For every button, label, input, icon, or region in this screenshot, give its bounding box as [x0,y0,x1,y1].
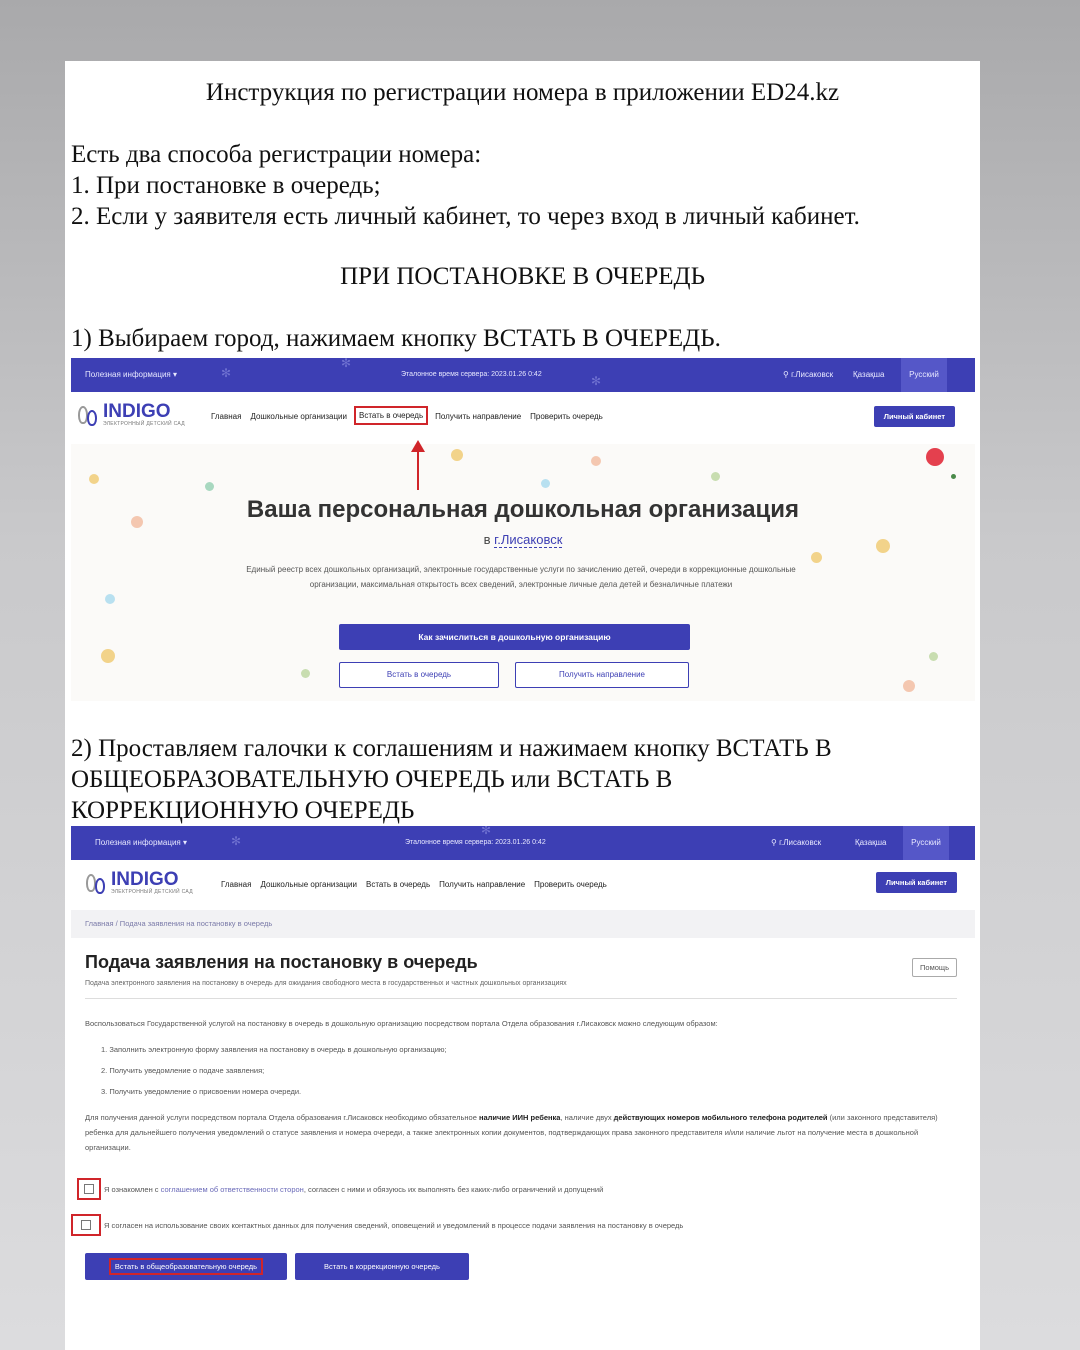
step-item: 1. Заполнить электронную форму заявления на постановку в очередь в дошкольную организацию; [101,1045,447,1054]
agreement-checkbox-2[interactable] [71,1214,101,1236]
snowflake-icon: ✻ [481,826,492,837]
nav-menu [211,412,603,423]
confetti-dot [929,652,938,661]
step-2-line: КОРРЕКЦИОННУЮ ОЧЕРЕДЬ [71,797,415,824]
nav-preschools[interactable]: Дошкольные организации [260,880,357,889]
useful-info-dropdown[interactable]: Полезная информация ▾ [85,370,177,379]
lead-text: Воспользоваться Государственной услугой на постановку в очередь в дошкольную организацию посредством портала Отдела образования г.Лисаковск можно следующим образом: [85,1019,718,1028]
indigo-logo[interactable] [77,402,185,428]
hero-section [71,444,975,701]
join-general-queue-label: Встать в общеобразовательную очередь [111,1260,261,1273]
join-general-queue-button[interactable] [85,1253,287,1280]
confetti-dot [105,594,115,604]
step-2-line: ОБЩЕОБРАЗОВАТЕЛЬНУЮ ОЧЕРЕДЬ или ВСТАТЬ В [71,766,673,793]
hero-city-link[interactable]: г.Лисаковск [494,532,563,547]
step-2-text [71,733,971,826]
city-selector[interactable] [771,838,821,847]
main-navbar [71,392,975,444]
step-1-text: 1) Выбираем город, нажимаем кнопку ВСТАТЬ В ОЧЕРЕДЬ. [71,325,721,352]
top-bar [71,826,975,860]
top-bar [71,358,975,392]
agreement-label-2: Я согласен на использование своих контактных данных для получения сведений, оповещений и уведомлений в процессе подачи заявления на постановку в очередь [104,1220,684,1230]
nav-join-queue[interactable]: Встать в очередь [365,880,431,889]
join-correction-queue-button[interactable]: Встать в коррекционную очередь [295,1253,469,1280]
agreement-link[interactable]: соглашением об ответственности сторон [160,1184,304,1194]
logo-title: INDIGO [111,869,179,890]
agreement-row-2 [71,1214,683,1236]
agreement-checkbox-1[interactable] [77,1178,101,1200]
join-queue-button[interactable]: Встать в очередь [339,662,499,688]
how-to-enroll-button[interactable]: Как зачислиться в дошкольную организацию [339,624,690,650]
requirements-part: Для получения данной услуги посредством портала Отдела образования г.Лисаковск необходимо обязательное [85,1113,477,1122]
logo-title: INDIGO [103,401,171,422]
instruction-sheet [65,61,980,1350]
agreement-row-1 [77,1178,603,1200]
nav-get-direction[interactable]: Получить направление [439,880,526,889]
city-label: г.Лисаковск [779,838,822,847]
requirements-bold: наличие ИИН ребенка [478,1113,561,1122]
intro-line: 2. Если у заявителя есть личный кабинет, то через вход в личный кабинет. [71,203,860,230]
requirements-text [85,1110,947,1155]
personal-cabinet-button[interactable]: Личный кабинет [874,406,955,427]
personal-cabinet-button[interactable]: Личный кабинет [876,872,957,893]
queue-form [71,938,975,1344]
confetti-dot [101,649,115,663]
confetti-dot [301,669,310,678]
step-item: 2. Получить уведомление о подаче заявления; [101,1066,265,1075]
agreement-prefix: Я ознакомлен с [104,1184,159,1194]
city-selector[interactable] [783,370,833,379]
location-pin-icon: ⚲ [771,838,780,847]
hero-city [71,532,975,547]
arrow-line [417,448,419,490]
requirements-part: , наличие двух [560,1113,612,1122]
nav-home[interactable]: Главная [211,412,242,421]
nav-menu [221,880,607,889]
server-time: Эталонное время сервера: 2023.01.26 0:42 [405,839,546,846]
get-direction-button[interactable]: Получить направление [515,662,689,688]
breadcrumb[interactable]: Главная / Подача заявления на постановку в очередь [71,910,975,938]
intro-line: Есть два способа регистрации номера: [71,141,482,168]
divider [85,998,957,999]
nav-preschools[interactable]: Дошкольные организации [250,412,347,421]
logo-subtitle: ЭЛЕКТРОННЫЙ ДЕТСКИЙ САД [111,889,193,895]
snowflake-icon: ✻ [591,374,602,388]
confetti-dot [951,474,956,479]
document-title: Инструкция по регистрации номера в приложении ED24.kz [205,79,840,106]
agreement-label-1 [104,1185,603,1194]
lang-ru[interactable]: Русский [903,826,949,860]
hero-title: Ваша персональная дошкольная организация [246,496,800,523]
confetti-dot [711,472,720,481]
requirements-bold: действующих номеров мобильного телефона родителей [613,1113,828,1122]
nav-check-queue[interactable]: Проверить очередь [534,880,607,889]
ornament-icon [926,448,944,466]
indigo-logo[interactable] [85,870,193,896]
nav-check-queue[interactable]: Проверить очередь [530,412,603,421]
snowflake-icon: ✻ [341,358,352,370]
baby-feet-icon [77,402,99,428]
snowflake-icon: ✻ [231,834,242,848]
screenshot-queue-form [71,826,975,1346]
page-title: Подача заявления на постановку в очередь [85,952,478,972]
confetti-dot [451,449,463,461]
lang-ru[interactable]: Русский [901,358,947,392]
section-heading: ПРИ ПОСТАНОВКЕ В ОЧЕРЕДЬ [340,263,705,290]
intro-text [71,139,860,232]
snowflake-icon: ✻ [221,366,232,380]
screenshot-home-page [71,358,975,701]
location-pin-icon: ⚲ [783,370,792,379]
step-item: 3. Получить уведомление о присвоении номера очереди. [101,1087,302,1096]
confetti-dot [903,680,915,692]
intro-line: 1. При постановке в очередь; [71,172,381,199]
main-navbar [71,860,975,910]
nav-home[interactable]: Главная [221,880,252,889]
requirements-part: (или законного представителя) ребенка для дальнейшего получения уведомлений о статусе заявления и номера очереди, а также электронных копии документов, подтверждающих права законного представителя и/или наличие льгот на получение места в дошкольной организации. [85,1113,938,1152]
lang-kz[interactable]: Қазақша [853,370,885,379]
confetti-dot [541,479,550,488]
agreement-suffix: , согласен с ними и обязуюсь их выполнять без каких-либо ограничений и допущений [303,1184,604,1194]
nav-get-direction[interactable]: Получить направление [435,412,522,421]
confetti-dot [89,474,99,484]
server-time: Эталонное время сервера: 2023.01.26 0:42 [401,371,542,378]
useful-info-dropdown[interactable]: Полезная информация ▾ [95,838,187,847]
page-subtitle: Подача электронного заявления на постановку в очередь для ожидания свободного места в государственных и частных дошкольных организациях [85,980,567,987]
nav-join-queue[interactable]: Встать в очередь [356,408,426,423]
hero-description: Единый реестр всех дошкольных организаций, электронные государственные услуги по зачислению детей, очереди в коррекционные дошкольные организации, максимальная открытость всех сведений, электронные личные дела детей и безналичные платежи [246,565,796,589]
confetti-dot [205,482,214,491]
confetti-dot [591,456,601,466]
help-button[interactable]: Помощь [912,958,957,977]
logo-subtitle: ЭЛЕКТРОННЫЙ ДЕТСКИЙ САД [103,421,185,427]
baby-feet-icon [85,870,107,896]
step-2-line: 2) Проставляем галочки к соглашениям и нажимаем кнопку ВСТАТЬ В [71,735,832,762]
hero-city-prefix: в [483,532,491,547]
lang-kz[interactable]: Қазақша [855,838,887,847]
city-label: г.Лисаковск [791,370,834,379]
